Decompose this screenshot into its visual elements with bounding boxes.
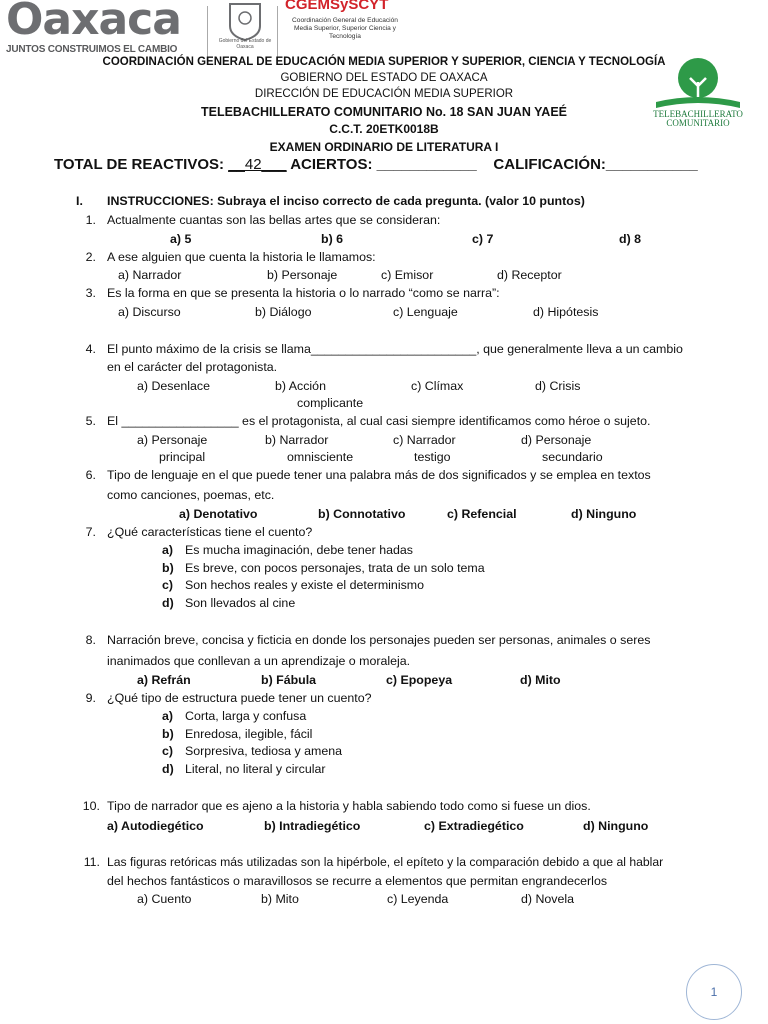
oaxaca-slogan: JUNTOS CONSTRUIMOS EL CAMBIO bbox=[6, 44, 178, 55]
option-b: b) Intradiegético bbox=[264, 819, 361, 833]
option-b: b) Connotativo bbox=[318, 507, 406, 521]
page-number: 1 bbox=[710, 985, 718, 999]
option-d: d) Receptor bbox=[497, 268, 562, 282]
option-c: Sorpresiva, tediosa y amena bbox=[185, 744, 343, 758]
question-number: 7. bbox=[85, 525, 96, 539]
question-text: Tipo de narrador que es ajeno a la historia y habla sabiendo todo como si fuese un dios. bbox=[107, 799, 591, 813]
option-a: a) Desenlace bbox=[137, 379, 211, 393]
option-letter-b: b) bbox=[162, 561, 174, 575]
option-c: c) Narrador bbox=[393, 433, 456, 447]
option-a: a) Personaje bbox=[137, 433, 208, 447]
question-text: Actualmente cuantas son las bellas artes que se consideran: bbox=[107, 213, 441, 227]
option-d: d) Ninguno bbox=[571, 507, 637, 521]
cgems-logo: CGEMSySCYT bbox=[285, 0, 389, 13]
option-c: c) Leyenda bbox=[387, 892, 449, 906]
question-number: 2. bbox=[85, 250, 96, 264]
question-text: Las figuras retóricas más utilizadas son la hipérbole, el epíteto y la comparación debido a que al hablar bbox=[107, 855, 664, 869]
header-direction: DIRECCIÓN DE EDUCACIÓN MEDIA SUPERIOR bbox=[254, 88, 514, 100]
question-number: 3. bbox=[85, 286, 96, 300]
option-c: c) Lenguaje bbox=[393, 305, 458, 319]
option-letter-b: b) bbox=[162, 727, 174, 741]
option-c: c) Clímax bbox=[411, 379, 464, 393]
question-text-cont: del hechos fantásticos o maravillosos se recurre a elementos que permitan engrandecerlos bbox=[107, 874, 608, 888]
instructions-text: INSTRUCCIONES: Subraya el inciso correcto de cada pregunta. (valor 10 puntos) bbox=[107, 194, 585, 208]
option-a: a) Narrador bbox=[118, 268, 182, 282]
option-c: c) Epopeya bbox=[386, 673, 453, 687]
option-d: Son llevados al cine bbox=[185, 596, 296, 610]
question-text: El punto máximo de la crisis se llama________________________, que generalmente lleva a un cambio bbox=[107, 342, 683, 356]
question-number: 9. bbox=[85, 691, 96, 705]
option-c: c) Emisor bbox=[381, 268, 434, 282]
option-b: b) Narrador bbox=[265, 433, 329, 447]
oaxaca-wordmark: Oaxaca bbox=[6, 0, 181, 45]
totals-line bbox=[54, 156, 698, 173]
header-cct: C.C.T. 20ETK0018B bbox=[329, 122, 439, 136]
option-b: Es breve, con pocos personajes, trata de un solo tema bbox=[185, 561, 485, 575]
question-number: 10. bbox=[82, 799, 100, 813]
option-b: b) Acción bbox=[275, 379, 326, 393]
question-text-cont: como canciones, poemas, etc. bbox=[107, 488, 275, 502]
option-d: d) Crisis bbox=[535, 379, 581, 393]
exam-title: EXAMEN ORDINARIO DE LITERATURA I bbox=[269, 140, 499, 154]
option-letter-a: a) bbox=[162, 709, 174, 723]
option-d: d) Personaje bbox=[521, 433, 592, 447]
option-a: a) 5 bbox=[170, 232, 192, 246]
option-b: b) Fábula bbox=[261, 673, 317, 687]
question-text: El _________________ es el protagonista, al cual casi siempre identificamos como héroe o sujeto. bbox=[107, 414, 651, 428]
question-text: ¿Qué tipo de estructura puede tener un cuento? bbox=[107, 691, 372, 705]
option-d-cont: secundario bbox=[542, 450, 603, 464]
calificacion-label: CALIFICACIÓN:___________ bbox=[493, 156, 698, 173]
instructions-roman: I. bbox=[76, 194, 83, 208]
question-text-cont: en el carácter del protagonista. bbox=[107, 360, 278, 374]
aciertos-label: ACIERTOS: ____________ bbox=[290, 156, 477, 173]
option-b: b) 6 bbox=[321, 232, 344, 246]
option-d: d) Hipótesis bbox=[533, 305, 599, 319]
header-government: GOBIERNO DEL ESTADO DE OAXACA bbox=[280, 72, 488, 84]
option-a: Es mucha imaginación, debe tener hadas bbox=[185, 543, 413, 557]
option-b: b) Diálogo bbox=[255, 305, 312, 319]
oaxaca-logo bbox=[4, 0, 196, 58]
option-letter-c: c) bbox=[162, 744, 174, 758]
option-c: c) Refencial bbox=[447, 507, 517, 521]
option-b: b) Mito bbox=[261, 892, 299, 906]
question-text: Tipo de lenguaje en el que puede tener una palabra más de dos significados y se emplea en textos bbox=[107, 468, 651, 482]
question-number: 8. bbox=[85, 633, 96, 647]
option-letter-c: c) bbox=[162, 578, 174, 592]
question-number: 11. bbox=[83, 855, 100, 869]
reactivos-label: TOTAL DE REACTIVOS: bbox=[54, 156, 225, 173]
option-a: a) Refrán bbox=[137, 673, 191, 687]
option-letter-d: d) bbox=[162, 762, 174, 776]
option-d: d) Mito bbox=[520, 673, 561, 687]
option-letter-d: d) bbox=[162, 596, 174, 610]
tele-caption-line2: COMUNITARIO bbox=[666, 118, 730, 128]
option-d: d) Ninguno bbox=[583, 819, 649, 833]
question-text: ¿Qué características tiene el cuento? bbox=[107, 525, 313, 539]
question-number: 5. bbox=[85, 414, 96, 428]
reactivos-value: __42___ bbox=[228, 156, 287, 173]
seal-caption: Gobierno del Estado de Oaxaca bbox=[218, 38, 272, 50]
option-a: a) Cuento bbox=[137, 892, 192, 906]
option-a-cont: principal bbox=[159, 450, 206, 464]
question-number: 6. bbox=[85, 468, 96, 482]
option-b: b) Personaje bbox=[267, 268, 338, 282]
option-a: a) Denotativo bbox=[179, 507, 258, 521]
option-b-cont: omnisciente bbox=[287, 450, 354, 464]
question-text-cont: inanimados que conllevan a un aprendizaje o moraleja. bbox=[107, 654, 411, 668]
option-c: Son hechos reales y existe el determinismo bbox=[185, 578, 424, 592]
option-d: Literal, no literal y circular bbox=[185, 762, 326, 776]
header-school: TELEBACHILLERATO COMUNITARIO No. 18 SAN JUAN YAEÉ bbox=[200, 105, 567, 119]
divider bbox=[207, 6, 208, 58]
option-a: a) Discurso bbox=[118, 305, 181, 319]
question-text: Narración breve, concisa y ficticia en donde los personajes pueden ser personas, animales o seres bbox=[107, 633, 651, 647]
question-text: A ese alguien que cuenta la historia le llamamos: bbox=[107, 250, 376, 264]
tele-caption-line1: TELEBACHILLERATO bbox=[653, 109, 743, 119]
option-c: c) 7 bbox=[472, 232, 494, 246]
divider bbox=[277, 6, 278, 58]
question-text: Es la forma en que se presenta la historia o lo narrado “como se narra”: bbox=[107, 286, 500, 300]
option-letter-a: a) bbox=[162, 543, 174, 557]
question-number: 1. bbox=[85, 213, 96, 227]
option-c-cont: testigo bbox=[414, 450, 451, 464]
option-b: Enredosa, ilegible, fácil bbox=[185, 727, 313, 741]
option-b-cont: complicante bbox=[297, 396, 364, 410]
option-d: d) Novela bbox=[521, 892, 575, 906]
option-a: Corta, larga y confusa bbox=[185, 709, 307, 723]
question-number: 4. bbox=[85, 342, 96, 356]
option-c: c) Extradiegético bbox=[424, 819, 524, 833]
option-d: d) 8 bbox=[619, 232, 642, 246]
header-coordination: COORDINACIÓN GENERAL DE EDUCACIÓN MEDIA SUPERIOR Y SUPERIOR, CIENCIA Y TECNOLOGÍA bbox=[102, 56, 666, 68]
option-a: a) Autodiegético bbox=[107, 819, 204, 833]
cgems-subtitle: Coordinación General de Educación Media Superior, Superior Ciencia y Tecnología bbox=[292, 17, 398, 40]
